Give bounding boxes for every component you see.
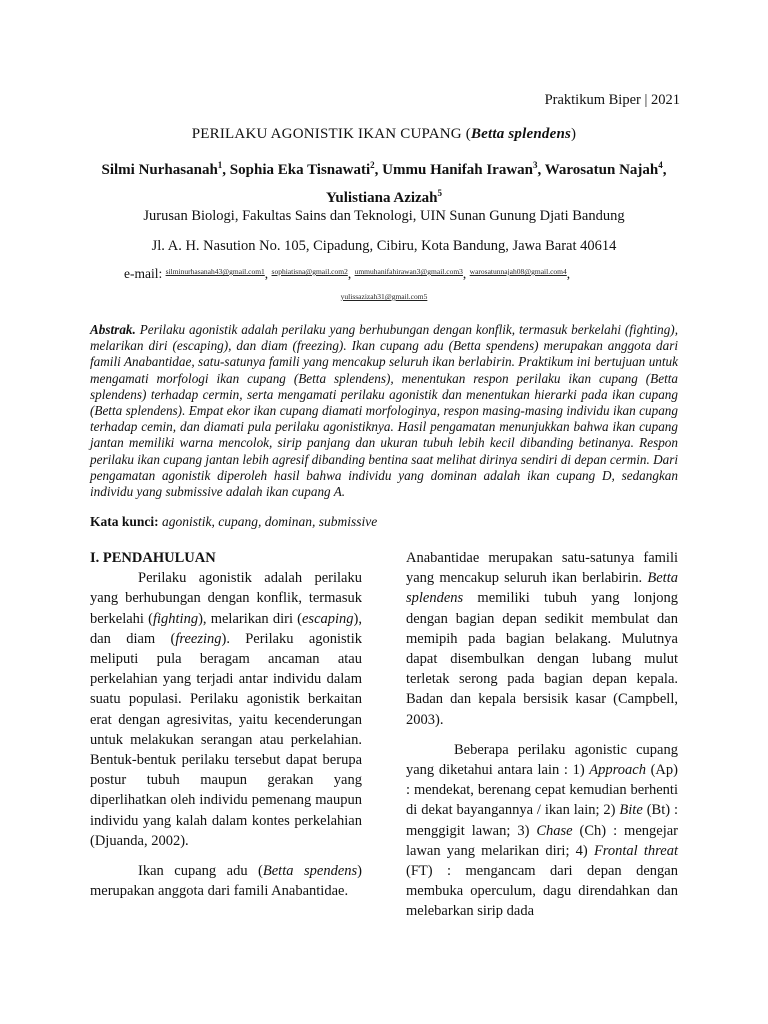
email-link-5[interactable]: yulissazizah31@gmail.com5 bbox=[340, 292, 428, 301]
email-label: e-mail: bbox=[124, 266, 166, 281]
intro-paragraph-4: Beberapa perilaku agonistic cupang yang diketahui antara lain : 1) Approach (Ap) : mendekat, berenang cepat kemudian berhenti di dekat bayangannya / ikan lain; 2) Bite (Bt) : menggigit lawan; 3) Chase (Ch) : mengejar lawan yang melarikan diri; 4) Frontal threat (FT) : mengancam dari depan dengan membuka operculum, dagu direndahkan dan melebarkan sirip dada bbox=[406, 741, 678, 920]
section-heading: I. PENDAHULUAN bbox=[90, 550, 216, 566]
column-right bbox=[406, 548, 678, 922]
intro-paragraph-1: Perilaku agonistik adalah perilaku yang berhubungan dengan konflik, termasuk berkelahi (fighting), melarikan diri (escaping), dan diam (freezing). Perilaku agonistik meliputi pula beragam ancaman atau perkelahian yang terjadi antar individu dalam suatu populasi. Perilaku agonistik berkaitan erat dengan agresivitas, yaitu kecenderungan untuk melakukan serangan atau perkelahian. Bentuk-bentuk perilaku tersebut dapat berupa postur tubuh maupun gerakan yang diperlihatkan oleh individu pemenang maupun individu yang kalah dalam kontes perkelahian (Djuanda, 2002). bbox=[90, 570, 362, 849]
abstract bbox=[90, 322, 678, 500]
email-link-1[interactable]: silminurhasanah43@gmail.com1 bbox=[165, 267, 265, 276]
paper-title: PERILAKU AGONISTIK IKAN CUPANG (Betta splendens) bbox=[191, 126, 577, 142]
affiliation-address: Jl. A. H. Nasution No. 105, Cipadung, Cibiru, Kota Bandung, Jawa Barat 40614 bbox=[151, 238, 617, 254]
intro-paragraph-2: Ikan cupang adu (Betta spendens) merupakan anggota dari famili Anabantidae. bbox=[90, 863, 362, 900]
author-list: Silmi Nurhasanah$^1$, Sophia Eka Tisnawati$^2$, Ummu Hanifah Irawan$^3$, Warosatun Najah$^4$, Yulistiana Azizah$^5$ bbox=[101, 160, 667, 206]
affiliation-department: Jurusan Biologi, Fakultas Sains dan Teknologi, UIN Sunan Gunung Djati Bandung bbox=[143, 208, 625, 224]
email-link-2[interactable]: sophiatisna@gmail.com2 bbox=[271, 267, 348, 276]
email-link-3[interactable]: ummuhanifahirawan3@gmail.com3 bbox=[354, 267, 463, 276]
intro-paragraph-3: Anabantidae merupakan satu-satunya famili yang mencakup seluruh ikan berlabirin. Betta splendens memiliki tubuh yang lonjong dengan bagian depan sedikit membulat dan memipih pada bagian belakang. Mulutnya dapat disembulkan dengan lubang mulut terletak serong pada bagian depan kepala. Badan dan kepala bersisik kasar (Campbell, 2003). bbox=[406, 550, 678, 728]
abstract-text: Perilaku agonistik adalah perilaku yang berhubungan dengan konflik, termasuk berkelahi (fighting), melarikan diri (escaping), dan diam (freezing). Ikan cupang adu (Betta spendens) merupakan anggota dari famili Anabantidae, satu-satunya famili yang mencakup seluruh ikan berlabirin. Praktikum ini bertujuan untuk mengamati morfologi ikan cupang (Betta splendens), menentukan respon perilaku ikan cupang (Betta splendens) terhadap cermin, serta mengamati perilaku agonistik dan menentukan hierarki pada ikan cupang (Betta splendens). Empat ekor ikan cupang diamati morfologinya, respon masing-masing individu ikan cupang terhadap cemin, dan diamati pula perilaku agonistiknya. Hasil pengamatan menunjukkan bahwa ikan cupang jantan memiliki warna mencolok, sirip panjang dan ukuran tubuh lebih kecil dibanding betinanya. Respon perilaku ikan cupang jantan lebih agresif dibanding bentina saat melihat dirinya sendiri di depan cermin. Dari pengamatan agonistik diperoleh hasil bahwa individu yang dominan adalah ikan cupang D, sedangkan individu yang submissive adalah ikan cupang A. bbox=[90, 322, 678, 500]
keywords: Kata kunci: agonistik, cupang, dominan, submissive bbox=[90, 514, 378, 529]
column-left bbox=[90, 548, 362, 901]
email-link-4[interactable]: warosatunnajah08@gmail.com4 bbox=[469, 267, 567, 276]
abstract-label: Abstrak. bbox=[90, 322, 136, 337]
email-line: e-mail: $^{silminurhasanah43@gmail.com1}$, $^{sophiatisna@gmail.com2}$, $^{ummuhanifahirawan3@gmail.com3}$, $^{warosatunnajah08@gmail.com4}$, bbox=[124, 266, 571, 281]
journal-header: Praktikum Biper | 2021 bbox=[544, 92, 680, 108]
